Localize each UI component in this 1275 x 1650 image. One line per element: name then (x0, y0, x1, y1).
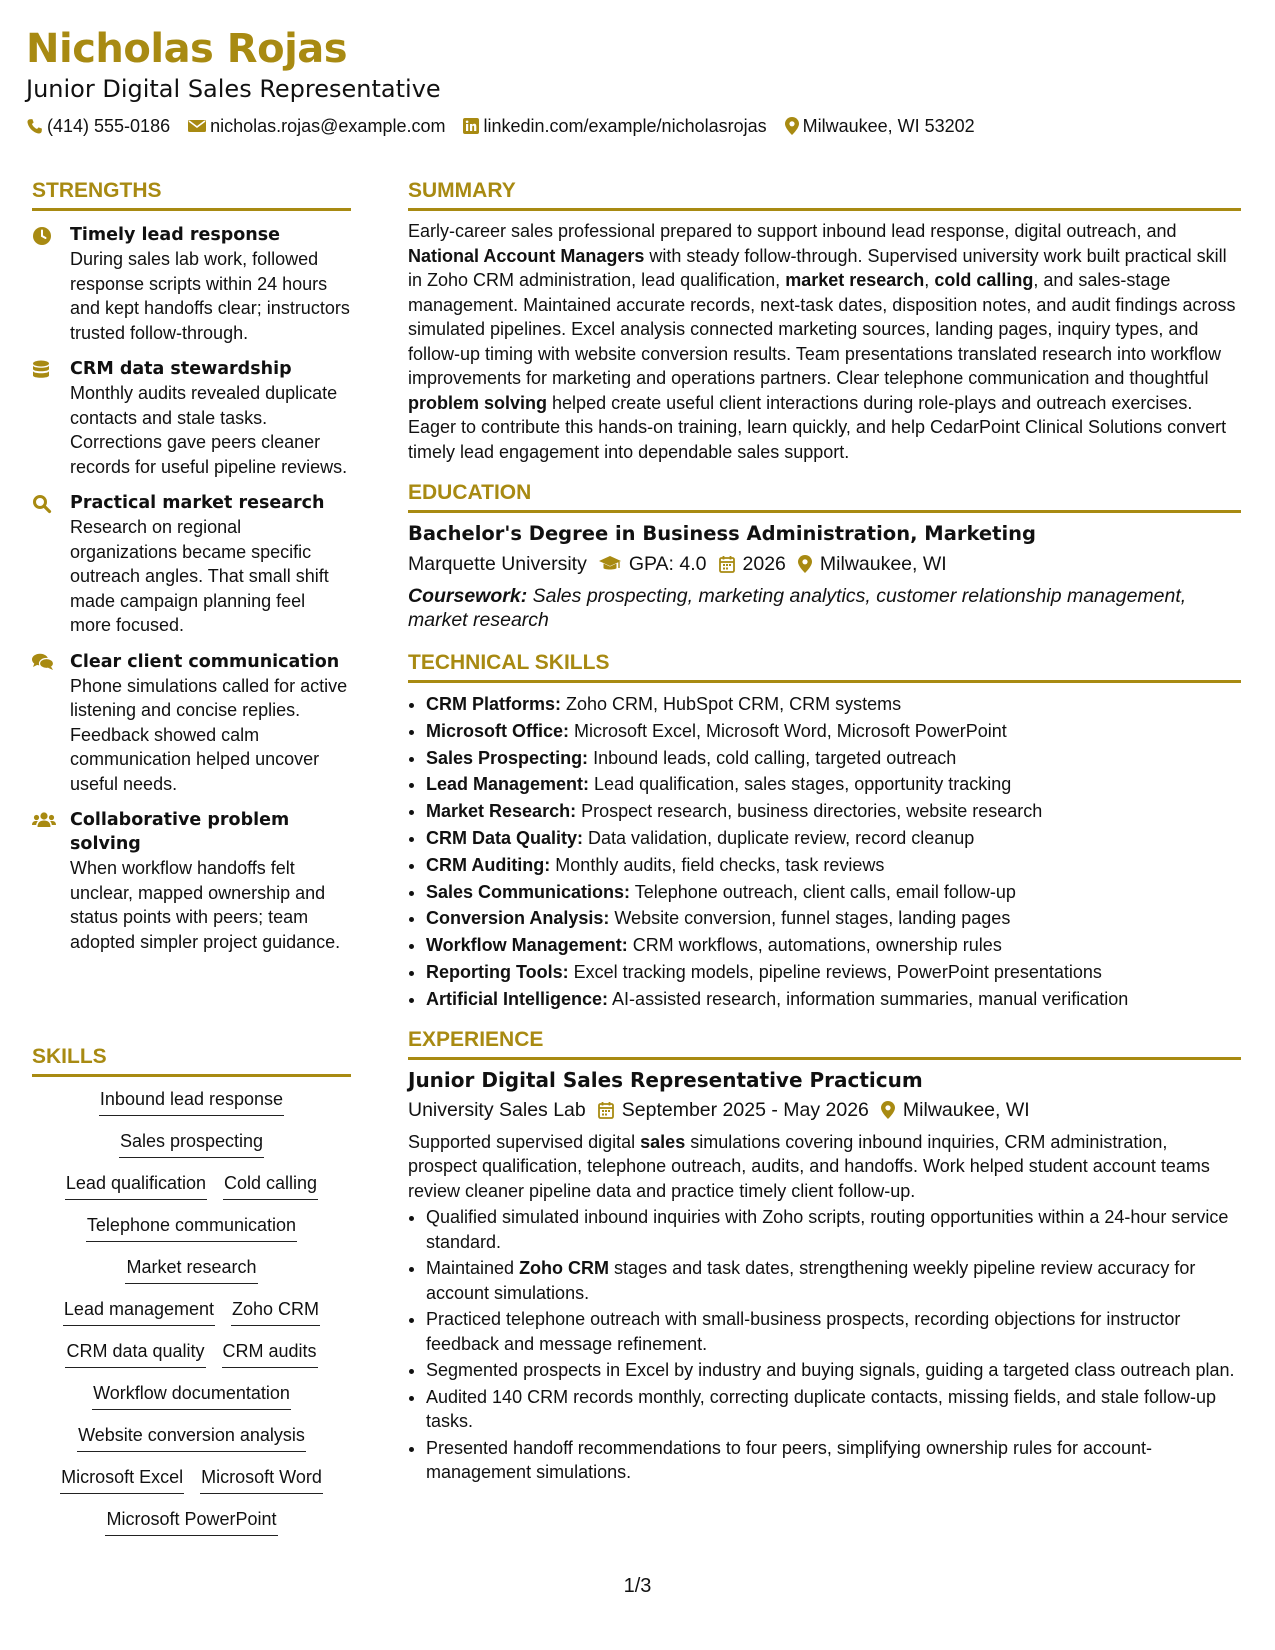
technical-skill-label: Conversion Analysis: (426, 908, 610, 929)
phone-text: (414) 555-0186 (47, 116, 171, 136)
job-bullet (426, 1256, 1241, 1305)
strengths-heading: STRENGTHS (32, 178, 351, 211)
database-icon (32, 360, 50, 380)
skill-chip: Sales prospecting (119, 1129, 264, 1158)
education-heading: EDUCATION (408, 480, 1241, 513)
strength-desc: During sales lab work, followed response scripts within 24 hours and kept handoffs clear; instructors trusted follow-through. (70, 249, 350, 343)
coursework (408, 584, 1241, 632)
candidate-title: Junior Digital Sales Representative (26, 75, 441, 103)
coursework-label: Coursework: (408, 585, 528, 607)
technical-skill-value: Telephone outreach, client calls, email follow-up (630, 881, 1016, 902)
technical-skill-item (426, 825, 1241, 852)
skill-row (32, 1507, 351, 1536)
school-name: Marquette University (408, 553, 587, 575)
text-fragment: Practiced telephone outreach with small-business prospects, recording objections for instructor feedback and message refinement. (426, 1309, 1181, 1354)
technical-skill-item (426, 691, 1241, 718)
strength-item (32, 491, 351, 638)
skill-chip: Lead qualification (65, 1171, 207, 1200)
right-column (408, 178, 1241, 1487)
text-fragment: with steady follow-through. Supervised university work built practical skill in Zoho CRM administration, lead qualification, (408, 245, 1227, 290)
strength-desc: Monthly audits revealed duplicate contacts and stale tasks. Corrections gave peers cleaner records for useful pipeline reviews. (70, 383, 348, 477)
bold-text: sales (640, 1131, 686, 1152)
summary-text (408, 219, 1241, 464)
strength-item (32, 357, 351, 479)
text-fragment: helped create useful client interactions during role-plays and outreach exercises. Eager to contribute this hands-on training, learn quickly, and help CedarPoint Clinical Solutions convert timely lead engagement into dependable sales support. (408, 392, 1227, 462)
graduation-year: 2026 (742, 553, 786, 575)
bold-text: problem solving (408, 392, 548, 413)
text-fragment: Presented handoff recommendations to four peers, simplifying ownership rules for account-management simulations. (426, 1437, 1153, 1483)
strength-title: Collaborative problem solving (70, 810, 290, 854)
skill-chip: CRM audits (222, 1339, 318, 1368)
linkedin-icon (463, 118, 479, 134)
education-location: Milwaukee, WI (819, 553, 947, 575)
linkedin-text: linkedin.com/example/nicholasrojas (483, 116, 767, 136)
job-bullet (426, 1385, 1241, 1434)
degree-title: Bachelor's Degree in Business Administration, Marketing (408, 522, 1036, 545)
text-fragment: Audited 140 CRM records monthly, correcting duplicate contacts, missing fields, and stale follow-up tasks. (426, 1386, 1217, 1432)
users-icon (32, 811, 56, 829)
technical-skill-item (426, 879, 1241, 906)
job-location: Milwaukee, WI (902, 1098, 1030, 1121)
skill-chip: Microsoft Word (200, 1465, 323, 1494)
gpa-text: GPA: 4.0 (628, 553, 707, 575)
technical-skill-label: Workflow Management: (426, 935, 628, 956)
technical-skill-label: CRM Platforms: (426, 694, 562, 714)
skill-chip: Microsoft Excel (60, 1465, 184, 1494)
technical-skill-label: Lead Management: (426, 774, 590, 795)
technical-skill-value: Microsoft Excel, Microsoft Word, Microsoft PowerPoint (569, 720, 1007, 741)
resume-header (26, 24, 1246, 138)
technical-skill-item (426, 798, 1241, 825)
skill-chip: Microsoft PowerPoint (105, 1507, 277, 1536)
contact-phone[interactable] (26, 114, 170, 138)
text-fragment: , and sales-stage management. Maintained accurate records, next-task dates, disposition notes, and audit findings across simulated pipelines. Excel analysis connected marketing sources, landing pages, inquiry types, and follow-up timing with website conversion results. Team presentations translated research into workflow improvements for marketing and operations partners. Clear telephone communication and thoughtful (408, 270, 1236, 388)
job-bullet (426, 1436, 1241, 1485)
skills-heading: SKILLS (32, 1044, 351, 1077)
strength-title: Timely lead response (70, 225, 281, 245)
technical-skill-item (426, 932, 1241, 959)
skill-chip: Lead management (63, 1297, 215, 1326)
bold-text: National Account Managers (408, 245, 645, 266)
strength-title: Clear client communication (70, 651, 340, 672)
envelope-icon (188, 119, 206, 133)
job-dates: September 2025 - May 2026 (621, 1098, 869, 1121)
strength-desc: Phone simulations called for active listening and concise replies. Feedback showed calm communication helped uncover useful needs. (70, 675, 348, 794)
text-fragment: Supported supervised digital (408, 1131, 641, 1152)
location-text: Milwaukee, WI 53202 (802, 116, 975, 136)
education-meta (408, 550, 1241, 578)
skill-chip: Website conversion analysis (77, 1423, 306, 1452)
map-marker-icon (881, 1101, 895, 1119)
text-fragment: Early-career sales professional prepared to support inbound lead response, digital outreach, and (408, 221, 1177, 241)
clock-icon (32, 226, 52, 246)
coursework-text: Sales prospecting, marketing analytics, customer relationship management, market research (408, 585, 1187, 631)
skill-chip: Zoho CRM (231, 1297, 320, 1326)
text-fragment: Qualified simulated inbound inquiries with Zoho scripts, routing opportunities within a 24-hour service standard. (426, 1207, 1229, 1252)
candidate-name: Nicholas Rojas (26, 26, 348, 72)
experience-heading: EXPERIENCE (408, 1027, 1241, 1060)
calendar-icon (598, 1101, 614, 1119)
technical-skill-item (426, 771, 1241, 798)
strengths-list (32, 223, 351, 954)
skills-section (32, 1044, 351, 1536)
contact-email[interactable] (188, 114, 445, 138)
text-fragment: , (924, 270, 935, 290)
technical-skill-label: CRM Data Quality: (426, 827, 584, 848)
graduation-cap-icon (599, 556, 621, 572)
job-meta (408, 1096, 1241, 1124)
technical-skill-label: Reporting Tools: (426, 961, 569, 982)
search-icon (32, 494, 52, 514)
technical-skill-value: Prospect research, business directories, website research (576, 801, 1043, 822)
contact-bar (26, 114, 1246, 138)
phone-icon (26, 118, 43, 135)
job-org: University Sales Lab (408, 1098, 586, 1121)
email-text: nicholas.rojas@example.com (210, 116, 446, 136)
skill-chip: Cold calling (223, 1171, 318, 1200)
technical-skills-heading: TECHNICAL SKILLS (408, 650, 1241, 683)
technical-skill-value: CRM workflows, automations, ownership rules (627, 935, 1002, 956)
skill-chip: CRM data quality (65, 1339, 205, 1368)
strength-item (32, 223, 351, 345)
technical-skill-item (426, 745, 1241, 772)
technical-skill-value: Excel tracking models, pipeline reviews, PowerPoint presentations (568, 961, 1102, 982)
text-fragment: Segmented prospects in Excel by industry and buying signals, guiding a targeted class outreach plan. (426, 1360, 1235, 1381)
strength-desc: When workflow handoffs felt unclear, mapped ownership and status points with peers; team adopted simpler project guidance. (70, 858, 341, 952)
technical-skill-item (426, 852, 1241, 879)
technical-skill-value: Inbound leads, cold calling, targeted outreach (588, 747, 957, 768)
skill-chip: Market research (125, 1255, 257, 1284)
technical-skill-label: Sales Prospecting: (426, 747, 589, 768)
skill-row (32, 1087, 351, 1116)
summary-heading: SUMMARY (408, 178, 1241, 211)
strength-title: CRM data stewardship (70, 359, 292, 379)
strength-item (32, 650, 351, 797)
strength-item (32, 808, 351, 954)
skill-row (32, 1255, 351, 1284)
left-column (32, 178, 351, 954)
map-marker-icon (798, 555, 812, 573)
page-number: 1/3 (623, 1575, 652, 1597)
skill-row (32, 1171, 351, 1200)
technical-skill-item (426, 905, 1241, 932)
technical-skill-value: Website conversion, funnel stages, landing pages (609, 908, 1011, 929)
calendar-icon (719, 555, 735, 573)
skill-chip: Workflow documentation (92, 1381, 291, 1410)
contact-linkedin[interactable] (463, 114, 766, 138)
technical-skill-value: AI-assisted research, information summaries, manual verification (608, 988, 1129, 1009)
bold-text: cold calling (934, 270, 1034, 290)
text-fragment: stages and task dates, strengthening weekly pipeline review accuracy for account simulations. (426, 1258, 1196, 1303)
text-fragment: Maintained (426, 1258, 520, 1279)
technical-skill-label: Microsoft Office: (426, 720, 570, 741)
technical-skill-item (426, 959, 1241, 986)
skill-row (32, 1381, 351, 1410)
technical-skill-label: Market Research: (426, 801, 577, 822)
technical-skill-label: Sales Communications: (426, 881, 631, 902)
bold-text: Zoho CRM (519, 1258, 610, 1279)
skill-row (32, 1423, 351, 1452)
skill-row (32, 1339, 351, 1368)
comments-icon (32, 653, 54, 671)
strength-title: Practical market research (70, 493, 325, 513)
strength-desc: Research on regional organizations became specific outreach angles. That small shift made campaign planning feel more focused. (70, 517, 329, 635)
technical-skill-label: CRM Auditing: (426, 854, 551, 875)
skill-chip: Inbound lead response (99, 1087, 284, 1116)
bold-text: market research (785, 270, 925, 290)
job-bullet (426, 1307, 1241, 1356)
text-fragment: simulations covering inbound inquiries, CRM administration, prospect qualification, telephone outreach, audits, and handoffs. Work helped student account teams review cleaner pipeline data and practice timely client follow-up. (408, 1131, 1210, 1201)
technical-skill-item (426, 718, 1241, 745)
job-bullet (426, 1205, 1241, 1254)
technical-skill-item (426, 986, 1241, 1013)
technical-skills-list (408, 691, 1241, 1013)
skills-chips (32, 1087, 351, 1536)
technical-skill-value: Zoho CRM, HubSpot CRM, CRM systems (561, 694, 902, 714)
skill-row (32, 1213, 351, 1242)
job-title: Junior Digital Sales Representative Practicum (408, 1067, 923, 1092)
skill-chip: Telephone communication (86, 1213, 297, 1242)
technical-skill-value: Lead qualification, sales stages, opportunity tracking (589, 774, 1012, 795)
job-intro (408, 1130, 1241, 1204)
job-bullet (426, 1358, 1241, 1383)
technical-skill-label: Artificial Intelligence: (426, 988, 609, 1009)
technical-skill-value: Data validation, duplicate review, record cleanup (583, 827, 975, 848)
technical-skill-value: Monthly audits, field checks, task reviews (550, 854, 885, 875)
contact-location (785, 114, 975, 138)
job-bullets (408, 1205, 1241, 1485)
skill-row (32, 1465, 351, 1494)
skill-row (32, 1297, 351, 1326)
skill-row (32, 1129, 351, 1158)
map-marker-icon (785, 117, 799, 135)
